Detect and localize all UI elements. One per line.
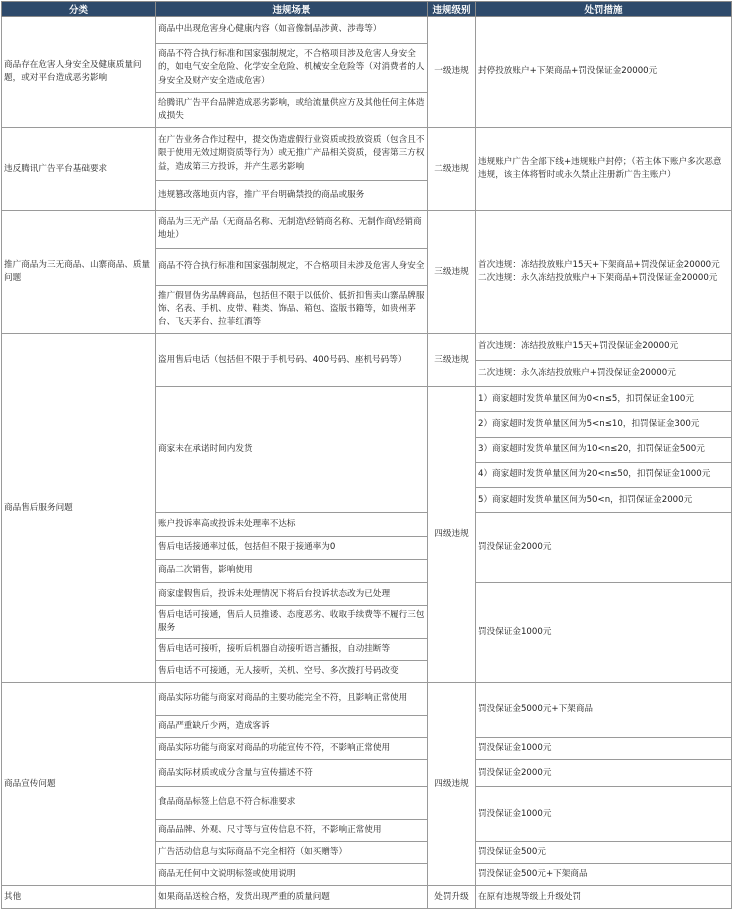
scene-cell: 给腾讯广告平台品牌造成恶劣影响，或给流量供应方及其他任何主体造成损失 xyxy=(156,92,428,127)
scene-cell: 商品为三无产品（无商品名称、无制造\经销商名称、无制作商\经销商地址） xyxy=(156,211,428,248)
penalty-cell: 4）商家超时发货单量区间为20<n≤50，扣罚保证金1000元 xyxy=(476,462,732,487)
penalty-cell: 罚没保证金500元 xyxy=(476,841,732,863)
penalty-cell: 1）商家超时发货单量区间为0<n≤5，扣罚保证金100元 xyxy=(476,387,732,412)
penalty-cell: 3）商家超时发货单量区间为10<n≤20，扣罚保证金500元 xyxy=(476,437,732,462)
category-cell: 商品售后服务问题 xyxy=(2,334,156,683)
table-row xyxy=(2,334,732,360)
penalty-cell: 首次违规：冻结投放账户15天+罚没保证金20000元 xyxy=(476,334,732,360)
penalty-cell: 罚没保证金1000元 xyxy=(476,583,732,683)
penalty-cell: 首次违规：冻结投放账户15天+下架商品+罚没保证金20000元 二次违规：永久冻结投放账户+下架商品+罚没保证金20000元 xyxy=(476,211,732,334)
category-cell: 商品存在危害人身安全及健康质量问题，或对平台造成恶劣影响 xyxy=(2,17,156,128)
penalty-cell: 罚没保证金5000元+下架商品 xyxy=(476,683,732,738)
table-row xyxy=(2,886,732,909)
scene-cell: 推广假冒伪劣品牌商品，包括但不限于以低价、低折扣售卖山寨品牌服饰、名表、手机、皮带、鞋类、饰品、箱包、盗版书籍等，如贵州茅台、飞天茅台、拉菲红酒等 xyxy=(156,285,428,334)
category-cell: 违反腾讯广告平台基础要求 xyxy=(2,128,156,211)
scene-cell: 商品品牌、外观、尺寸等与宣传信息不符，不影响正常使用 xyxy=(156,819,428,841)
level-cell: 处罚升级 xyxy=(428,886,476,909)
scene-cell: 账户投诉率高或投诉未处理率不达标 xyxy=(156,513,428,536)
scene-cell: 在广告业务合作过程中，提交伪造虚假行业资质或投放资质（包含且不限于使用无效过期资质等行为）或无推广产品相关资质，侵害第三方权益，造成第三方投诉，并产生恶劣影响 xyxy=(156,128,428,181)
scene-cell: 违规篡改落地页内容，推广平台明确禁投的商品或服务 xyxy=(156,180,428,210)
category-cell: 其他 xyxy=(2,886,156,909)
scene-cell: 食品商品标签上信息不符合标准要求 xyxy=(156,787,428,819)
level-cell: 三级违规 xyxy=(428,334,476,387)
penalty-cell: 罚没保证金1000元 xyxy=(476,737,732,759)
rules-table xyxy=(1,1,732,909)
scene-cell: 如果商品送检合格，发货出现严重的质量问题 xyxy=(156,886,428,909)
scene-cell: 商品不符合执行标准和国家强制规定，不合格项目未涉及危害人身安全 xyxy=(156,248,428,285)
penalty-cell: 罚没保证金2000元 xyxy=(476,513,732,583)
scene-cell: 售后电话不可接通，无人接听，关机、空号、多次拨打号码改变 xyxy=(156,661,428,683)
penalty-cell: 违规账户广告全部下线+违规账户封停；（若主体下账户多次恶意违规，该主体将暂时或永久禁止注册新广告主账户） xyxy=(476,128,732,211)
penalty-cell: 封停投放账户+下架商品+罚没保证金20000元 xyxy=(476,17,732,128)
scene-cell: 商品无任何中文说明标签或使用说明 xyxy=(156,864,428,886)
scene-cell: 商品实际功能与商家对商品的主要功能完全不符，且影响正常使用 xyxy=(156,683,428,715)
penalty-cell: 2）商家超时发货单量区间为5<n≤10，扣罚保证金300元 xyxy=(476,412,732,437)
level-cell: 二级违规 xyxy=(428,128,476,211)
level-cell: 三级违规 xyxy=(428,211,476,334)
scene-cell: 售后电话接通率过低，包括但不限于接通率为0 xyxy=(156,536,428,559)
header-row xyxy=(2,2,732,17)
table-row xyxy=(2,128,732,181)
header-category: 分类 xyxy=(2,2,156,17)
scene-cell: 售后电话可接通，售后人员推诿、态度恶劣、收取手续费等不履行三包服务 xyxy=(156,606,428,638)
header-level: 违规级别 xyxy=(428,2,476,17)
table-row xyxy=(2,211,732,248)
scene-cell: 商品实际功能与商家对商品的功能宣传不符，不影响正常使用 xyxy=(156,737,428,759)
level-cell: 四级违规 xyxy=(428,387,476,683)
scene-cell: 商品严重缺斤少两，造成客诉 xyxy=(156,715,428,737)
penalty-cell: 罚没保证金1000元 xyxy=(476,787,732,842)
scene-cell: 商品二次销售，影响使用 xyxy=(156,559,428,582)
table-row xyxy=(2,17,732,44)
table-row xyxy=(2,683,732,715)
penalty-cell: 在原有违规等级上升级处罚 xyxy=(476,886,732,909)
scene-cell: 商品不符合执行标准和国家强制规定，不合格项目涉及危害人身安全的，如电气安全危险、化学安全危险、机械安全危险等（对消费者的人身安全及财产安全造成危害） xyxy=(156,44,428,93)
scene-cell: 商品实际材质或成分含量与宣传描述不符 xyxy=(156,760,428,787)
penalty-cell: 二次违规：永久冻结投放账户+罚没保证金20000元 xyxy=(476,360,732,386)
scene-cell: 广告活动信息与实际商品不完全相符（如买赠等） xyxy=(156,841,428,863)
category-cell: 商品宣传问题 xyxy=(2,683,156,886)
scene-cell: 商家虚假售后，投诉未处理情况下将后台投诉状态改为已处理 xyxy=(156,583,428,606)
category-cell: 推广商品为三无商品、山寨商品、质量问题 xyxy=(2,211,156,334)
penalty-cell: 5）商家超时发货单量区间为50<n，扣罚保证金2000元 xyxy=(476,488,732,513)
level-cell: 一级违规 xyxy=(428,17,476,128)
scene-cell: 商品中出现危害身心健康内容（如音像制品涉黄、涉毒等） xyxy=(156,17,428,44)
scene-cell: 盗用售后电话（包括但不限于手机号码、400号码、座机号码等） xyxy=(156,334,428,387)
header-scene: 违规场景 xyxy=(156,2,428,17)
scene-cell: 售后电话可接听，接听后机器自动接听语言播报，自动挂断等 xyxy=(156,638,428,660)
scene-cell: 商家未在承诺时间内发货 xyxy=(156,387,428,513)
level-cell: 四级违规 xyxy=(428,683,476,886)
penalty-cell: 罚没保证金500元+下架商品 xyxy=(476,864,732,886)
header-penalty: 处罚措施 xyxy=(476,2,732,17)
penalty-cell: 罚没保证金2000元 xyxy=(476,760,732,787)
